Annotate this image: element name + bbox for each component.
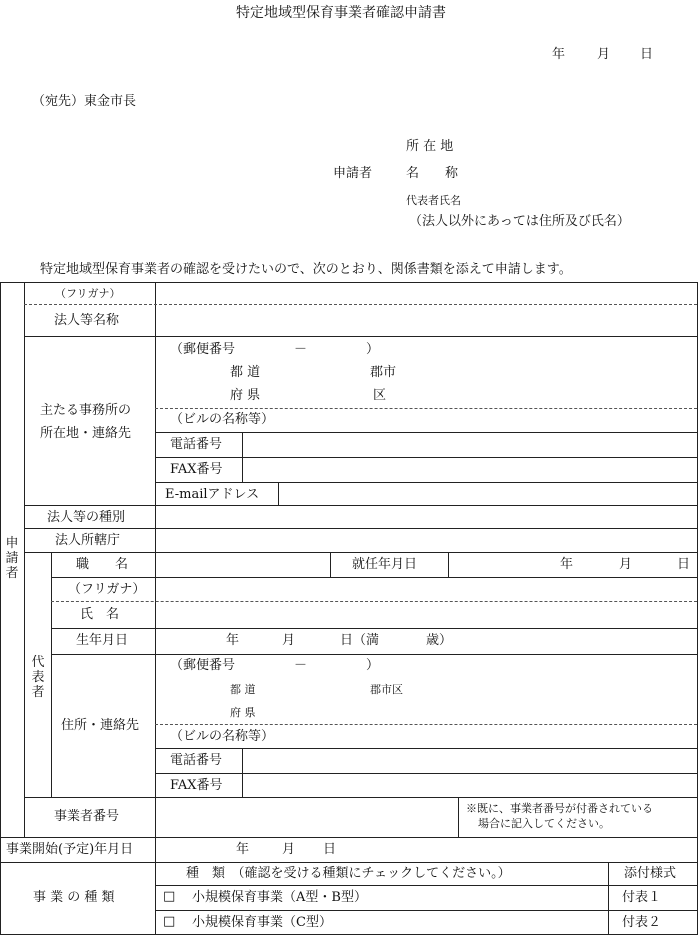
corp-name-label: 法人等名称 — [54, 313, 120, 328]
rep-building-label: （ビルの名称等） — [170, 729, 275, 744]
start-year: 年 — [236, 842, 250, 857]
position-label: 職 名 — [76, 557, 129, 572]
postal-dash: － — [294, 342, 308, 357]
appointed-date-label: 就任年月日 — [352, 557, 418, 572]
applicant-address-label: 所 在 地 — [406, 139, 454, 154]
form-column-header: 添付様式 — [624, 866, 677, 881]
rep-name-label: 氏 名 — [80, 607, 120, 622]
start-day: 日 — [323, 842, 337, 857]
start-date-label: 事業開始(予定)年月日 — [6, 842, 134, 857]
fuken-label: 府 県 — [230, 388, 261, 403]
phone-label: 電話番号 — [170, 437, 223, 452]
rep-furigana-label: （フリガナ） — [68, 582, 146, 597]
representative-vertical-label: 代 表 者 — [31, 655, 45, 700]
appointed-month: 月 — [619, 557, 633, 572]
rep-postal-label: （郵便番号 — [170, 658, 236, 673]
birth-day: 日（満 — [340, 633, 380, 648]
representative-name-label: 代表者氏名 — [406, 194, 461, 207]
business-number-note-2: 場合に記入してください。 — [478, 817, 610, 830]
postal-label: （郵便番号 — [170, 342, 236, 357]
birth-age: 歳） — [426, 633, 453, 648]
date-day-label: 日 — [640, 47, 654, 62]
business-type-label: 事 業 の 種 類 — [33, 890, 115, 905]
birth-year: 年 — [226, 633, 240, 648]
fax-label: FAX番号 — [170, 462, 223, 477]
type-column-header: 種 類 （確認を受ける種類にチェックしてください。） — [186, 866, 511, 881]
furigana-label: （フリガナ） — [55, 287, 121, 300]
address-contact-label: 住所・連絡先 — [61, 718, 140, 733]
type-c-form: 付表２ — [622, 915, 662, 930]
gunshi-label: 郡市 — [370, 365, 397, 380]
start-month: 月 — [282, 842, 296, 857]
rep-postal-dash: － — [294, 658, 308, 673]
applicant-name-label: 名 称 — [406, 166, 459, 181]
type-a-b-form: 付表１ — [622, 890, 662, 905]
main-office-label-1: 主たる事務所の — [40, 403, 132, 418]
type-a-b-checkbox[interactable]: □ — [163, 889, 176, 904]
postal-close: ） — [366, 342, 380, 357]
rep-postal-close: ） — [366, 658, 380, 673]
appointed-year: 年 — [560, 557, 574, 572]
corp-type-label: 法人等の種別 — [47, 510, 126, 525]
date-month-label: 月 — [597, 47, 611, 62]
applicant-note: （法人以外にあっては住所及び氏名） — [409, 214, 630, 229]
intro-text: 特定地域型保育事業者の確認を受けたいので、次のとおり、関係書類を添えて申請します。 — [40, 262, 572, 277]
rep-fuken-label: 府 県 — [230, 706, 256, 719]
type-a-b-label: 小規模保育事業（A型・B型） — [192, 890, 367, 905]
main-office-label-2: 所在地・連絡先 — [40, 426, 132, 441]
date-year-label: 年 — [552, 47, 566, 62]
applicant-vertical-label: 申 請 者 — [5, 536, 19, 581]
addressee: （宛先）東金市長 — [32, 94, 137, 109]
business-number-note-1: ※既に、事業者番号が付番されている — [466, 802, 653, 815]
ku-label: 区 — [373, 388, 387, 403]
birthdate-label: 生年月日 — [76, 633, 129, 648]
rep-gunshiku-label: 郡市区 — [370, 683, 403, 696]
building-label: （ビルの名称等） — [170, 412, 275, 427]
birth-month: 月 — [282, 633, 296, 648]
rep-phone-label: 電話番号 — [170, 753, 223, 768]
business-number-label: 事業者番号 — [54, 809, 120, 824]
email-label: E-mailアドレス — [165, 487, 260, 502]
rep-todo-label: 都 道 — [230, 683, 256, 696]
appointed-day: 日 — [677, 557, 691, 572]
document-title: 特定地域型保育事業者確認申請書 — [236, 5, 446, 21]
corp-authority-label: 法人所轄庁 — [55, 533, 121, 548]
type-c-checkbox[interactable]: □ — [163, 914, 176, 929]
type-c-label: 小規模保育事業（C型） — [192, 915, 332, 930]
applicant-label: 申請者 — [333, 166, 373, 181]
todo-label: 都 道 — [230, 365, 261, 380]
rep-fax-label: FAX番号 — [170, 778, 223, 793]
